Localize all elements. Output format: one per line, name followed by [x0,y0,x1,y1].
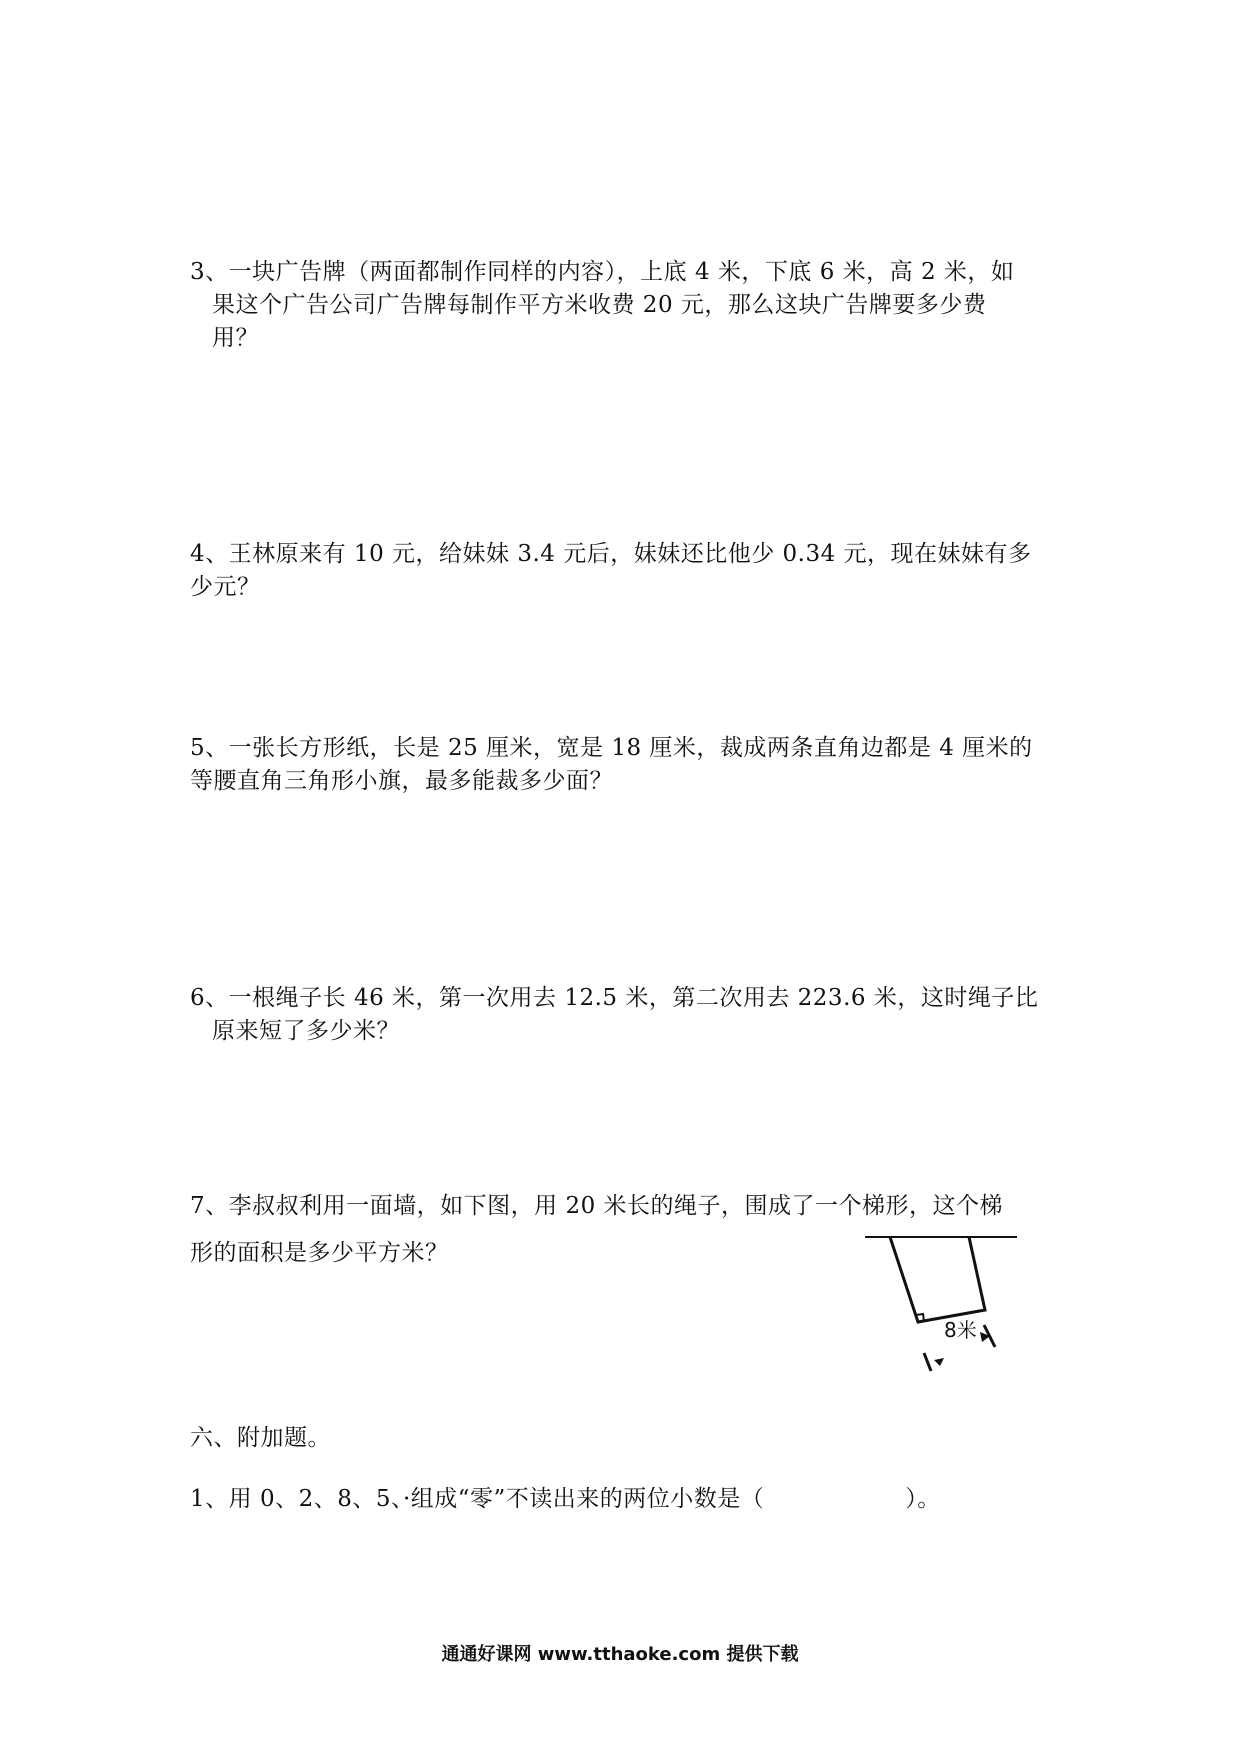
q6-line2: 原来短了多少米？ [212,1018,400,1044]
q5-line1: 5、一张长方形纸，长是 25 厘米，宽是 18 厘米，裁成两条直角边都是 4 厘米的 [190,735,1033,761]
q7-line2: 形的面积是多少平方米？ [190,1240,449,1266]
q5-line2: 等腰直角三角形小旗，最多能裁多少面？ [190,768,613,794]
trapezoid-rope [890,1237,985,1322]
q3-line1: 3、一块广告牌（两面都制作同样的内容），上底 4 米，下底 6 米，高 2 米，如 [190,259,1015,285]
q7-line1: 7、李叔叔利用一面墙，如下图，用 20 米长的绳子，围成了一个梯形，这个梯 [190,1193,1004,1219]
q4-line2: 少元？ [190,574,261,600]
side-length-label: 8米 [944,1318,977,1342]
q3-line2: 果这个广告公司广告牌每制作平方米收费 20 元，那么这块广告牌要多少费 [212,292,987,318]
q4-line1: 4、王林原来有 10 元，给妹妹 3.4 元后，妹妹还比他少 0.34 元，现在妹妹有多 [190,541,1032,567]
section6-title: 六、附加题。 [190,1425,331,1451]
section6-q1: 1、用 0、2、8、5、·组成“零”不读出来的两位小数是（ ）。 [190,1486,941,1512]
arrowhead-left [934,1358,944,1366]
q3-line3: 用？ [212,325,259,351]
trapezoid-wall-diagram [860,1226,1020,1386]
dimension-tick-left [924,1353,931,1371]
q6-line1: 6、一根绳子长 46 米，第一次用去 12.5 米，第二次用去 223.6 米，这时绳子比 [190,985,1039,1011]
footer-download-note: 通通好课网 www.tthaoke.com 提供下载 [441,1644,799,1665]
